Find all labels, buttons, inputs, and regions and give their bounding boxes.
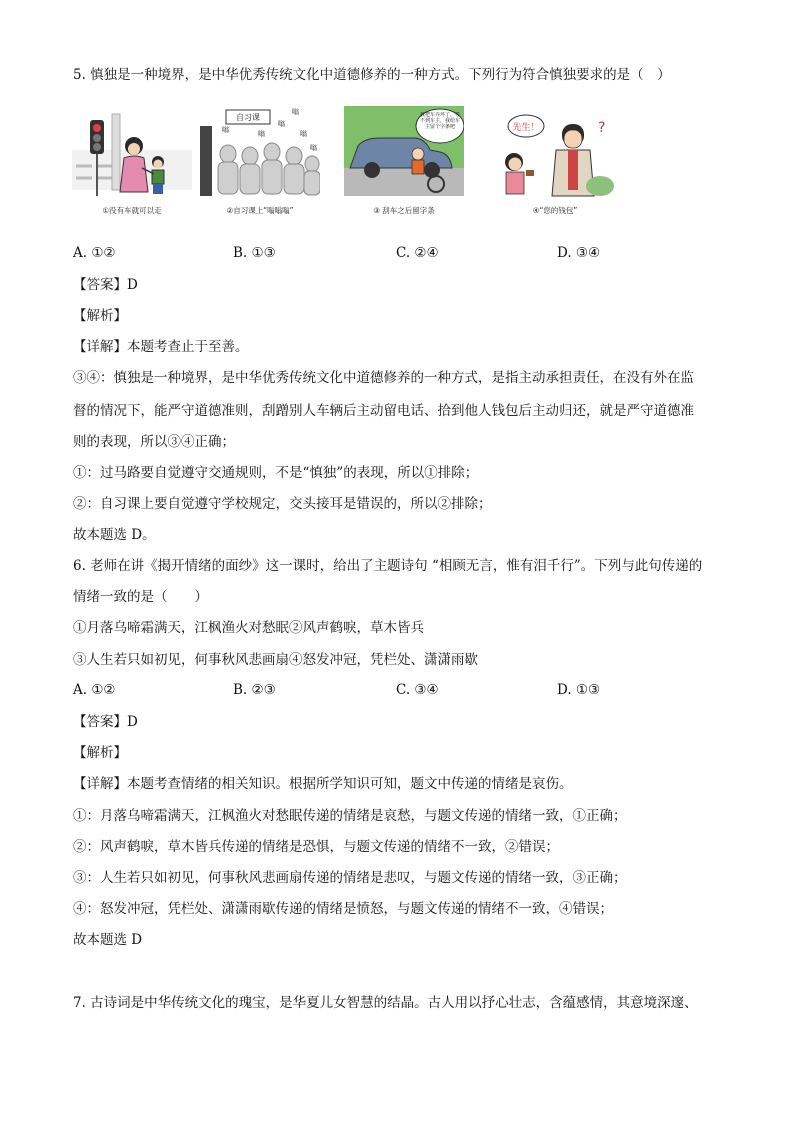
whisper-label: 嗡 — [278, 120, 285, 128]
traffic-light-pedestrians-illustration — [72, 106, 192, 216]
bike-crash-car-illustration — [344, 106, 464, 216]
q5-conclusion: 故本题选 D。 — [73, 527, 156, 543]
option-c[interactable]: C. ③④ — [396, 682, 439, 698]
q5-explain-line: 督的情况下，能严守道德准则，刮蹭别人车辆后主动留电话、拾到他人钱包后主动归还，就是严守道德准 — [73, 403, 694, 419]
figure-caption: ①没有车就可以走 — [102, 206, 162, 215]
q5-answer: 【答案】D — [73, 277, 138, 293]
q5-explain-line: ③④：慎独是一种境界，是中华优秀传统文化中道德修养的一种方式，是指主动承担责任，在没有外在监 — [73, 370, 694, 386]
option-a[interactable]: A. ①② — [73, 245, 116, 261]
whisper-label: 嗡 — [258, 130, 265, 138]
q6-analysis-label: 【解析】 — [73, 745, 127, 761]
whisper-label: 嗡 — [222, 126, 229, 134]
q5-options — [73, 245, 733, 263]
whisper-label: 嗡 — [310, 144, 317, 152]
figure-caption: ②自习课上“嗡嗡嗡” — [226, 206, 294, 215]
classroom-whispering-illustration — [200, 106, 320, 216]
q6-options — [73, 682, 733, 700]
q6-detail: 【详解】本题考查情绪的相关知识。根据所学知识可知，题文中传递的情绪是哀伤。 — [73, 776, 573, 792]
figure-caption: ④“您的钱包” — [532, 206, 578, 215]
whisper-label: 嗡 — [300, 130, 307, 138]
option-d[interactable]: D. ①③ — [557, 682, 601, 698]
figure-caption: ③ 刮车之后留字条 — [373, 206, 435, 215]
q6-conclusion: 故本题选 D — [73, 932, 143, 948]
q6-poem-line: ①月落乌啼霜满天，江枫渔火对愁眠②风声鹤唳，草木皆兵 — [73, 620, 424, 636]
q5-illustrations — [72, 106, 632, 216]
q5-explain-line: 则的表现，所以③④正确； — [73, 434, 235, 450]
q6-stem-continued: 情绪一致的是（ ） — [73, 589, 208, 605]
option-c[interactable]: C. ②④ — [396, 245, 439, 261]
classroom-sign: 自习课 — [236, 113, 260, 122]
q6-poem-line: ③人生若只如初见，何事秋风悲画扇④怒发冲冠，凭栏处、潇潇雨歇 — [73, 652, 478, 668]
option-b[interactable]: B. ①③ — [233, 245, 276, 261]
speech-bubble-text: 先生！ — [512, 123, 540, 133]
q7-stem: 7. 古诗词是中华传统文化的瑰宝，是华夏儿女智慧的结晶。古人用以抒心壮志，含蕴感情，其意境深邃、 — [73, 995, 698, 1011]
q6-answer: 【答案】D — [73, 714, 138, 730]
q5-explain-line: ②：自习课上要自觉遵守学校规定，交头接耳是错误的，所以②排除； — [73, 496, 492, 512]
returning-wallet-illustration — [490, 106, 620, 216]
q5-stem: 5. 慎独是一种境界，是中华优秀传统文化中道德修养的一种方式。下列行为符合慎独要求的是（ ） — [73, 67, 671, 83]
option-a[interactable]: A. ①② — [73, 682, 116, 698]
q6-stem: 6. 老师在讲《揭开情绪的面纱》这一课时，给出了主题诗句 “相顾无言，惟有泪千行”。下列与此句传递的 — [73, 558, 703, 574]
q6-explain-line: ②：风声鹤唳，草木皆兵传递的情绪是恐惧，与题文传递的情绪不一致，②错误； — [73, 839, 559, 855]
option-b[interactable]: B. ②③ — [233, 682, 276, 698]
q6-explain-line: ④：怒发冲冠，凭栏处、潇潇雨歇传递的情绪是愤怒，与题文传递的情绪不一致，④错误； — [73, 901, 613, 917]
q5-analysis-label: 【解析】 — [73, 308, 127, 324]
whisper-label: 嗡 — [292, 108, 299, 116]
q5-explain-line: ①：过马路要自觉遵守交通规则，不是“慎独”的表现，所以①排除； — [73, 465, 479, 481]
q6-explain-line: ①：月落乌啼霜满天，江枫渔火对愁眠传递的情绪是哀愁，与题文传递的情绪一致，①正确； — [73, 808, 627, 824]
speech-bubble-text: 我把车弄坏了，等不到车主，我给车主留个字条吧 — [419, 112, 460, 130]
q6-explain-line: ③：人生若只如初见，何事秋风悲画扇传递的情绪是悲叹，与题文传递的情绪一致，③正确； — [73, 870, 627, 886]
q5-detail: 【详解】本题考查止于至善。 — [73, 339, 249, 355]
option-d[interactable]: D. ③④ — [557, 245, 601, 261]
svg-text:?: ? — [598, 120, 606, 136]
